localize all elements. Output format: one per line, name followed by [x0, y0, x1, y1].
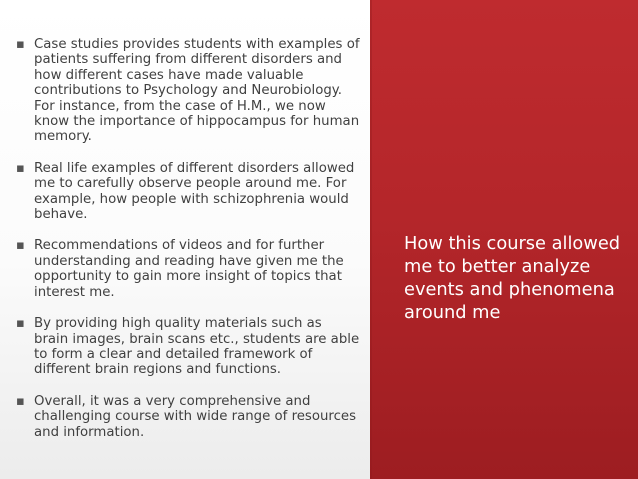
bullet-icon: ▪	[16, 238, 25, 254]
bullet-item-materials	[14, 316, 360, 378]
bullet-icon: ▪	[16, 316, 25, 332]
bullet-item-real-life-examples	[14, 161, 360, 223]
bullet-icon: ▪	[16, 393, 25, 409]
slide-title: How this course allowed me to better analyze events and phenomena around me	[404, 233, 621, 323]
bullet-icon: ▪	[16, 160, 25, 176]
bullet-icon: ▪	[16, 37, 25, 52]
bullet-list	[14, 37, 360, 456]
bullet-text: By providing high quality materials such as brain images, brain scans etc., students are able to form a clear and detailed framework of different brain regions and functions.	[34, 316, 360, 378]
title-panel	[370, 0, 638, 479]
bullet-text: Recommendations of videos and for further understanding and reading have given me the opportunity to gain more insight of topics that interest me.	[34, 238, 344, 300]
bullet-item-recommendations	[14, 238, 360, 300]
bullet-text: Case studies provides students with examples of patients suffering from different disorders and how different cases have made valuable contributions to Psychology and Neurobiology. For instance, from the case of H.M., we now know the importance of hippocampus for human memory.	[34, 37, 360, 145]
bullet-text: Overall, it was a very comprehensive and challenging course with wide range of resources and information.	[34, 393, 357, 440]
bullet-text: Real life examples of different disorders allowed me to carefully observe people around me. For example, how people with schizophrenia would behave.	[34, 160, 355, 223]
bullet-item-case-studies	[14, 37, 360, 145]
bullet-item-overall	[14, 394, 360, 440]
panel-divider	[370, 0, 372, 479]
